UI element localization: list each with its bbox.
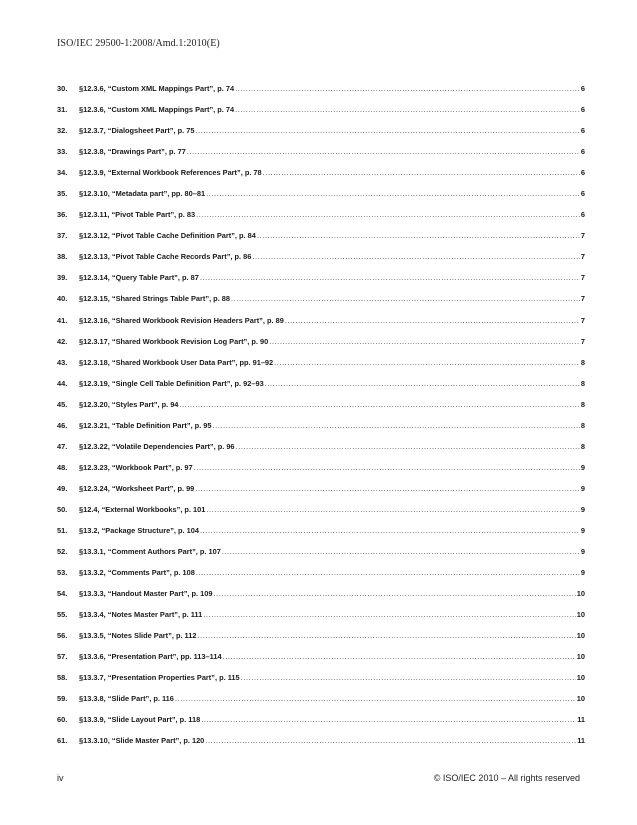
toc-entry[interactable] [57, 589, 585, 610]
toc-entry[interactable] [57, 463, 585, 484]
toc-entry-title: §12.3.13, “Pivot Table Cache Records Part”, p. 86 [79, 252, 252, 262]
toc-entry-page: 8 [580, 378, 585, 388]
table-of-contents [57, 84, 585, 758]
toc-dot-leader [265, 379, 580, 388]
toc-entry-page: 7 [580, 336, 585, 346]
toc-entry[interactable] [57, 547, 585, 568]
toc-entry[interactable] [57, 610, 585, 631]
toc-entry-number: 36. [57, 210, 68, 220]
toc-entry-page: 8 [580, 441, 585, 451]
toc-entry[interactable] [57, 421, 585, 442]
toc-entry-title: §12.3.16, “Shared Workbook Revision Headers Part”, p. 89 [79, 315, 284, 325]
toc-entry-title: §13.3.8, “Slide Part”, p. 116 [79, 694, 174, 704]
toc-entry-page: 11 [577, 736, 585, 746]
toc-entry-title: §12.3.18, “Shared Workbook User Data Part”, pp. 91–92 [79, 357, 274, 367]
toc-entry-number: 40. [57, 294, 68, 304]
toc-dot-leader [213, 421, 580, 430]
toc-entry-number: 57. [57, 652, 68, 662]
toc-entry-title: §13.3.1, “Comment Authors Part”, p. 107 [79, 547, 221, 557]
toc-dot-leader [263, 168, 580, 177]
document-header: ISO/IEC 29500-1:2008/Amd.1:2010(E) [57, 38, 220, 49]
toc-dot-leader [235, 105, 580, 114]
toc-entry-number: 56. [57, 631, 68, 641]
toc-entry-page: 9 [580, 525, 585, 535]
toc-entry-number: 46. [57, 420, 68, 430]
toc-entry-title: §12.3.12, “Pivot Table Cache Definition Part”, p. 84 [79, 231, 256, 241]
toc-entry-title: §12.3.20, “Styles Part”, p. 94 [79, 399, 179, 409]
toc-entry-title: §12.3.24, “Worksheet Part”, p. 99 [79, 483, 195, 493]
toc-entry-title: §13.3.4, “Notes Master Part”, p. 111 [79, 610, 203, 620]
toc-entry-number: 54. [57, 589, 68, 599]
toc-entry-page: 9 [580, 568, 585, 578]
toc-entry-page: 7 [580, 294, 585, 304]
toc-entry-title: §12.3.15, “Shared Strings Table Part”, p. 88 [79, 294, 231, 304]
toc-entry-title: §12.3.17, “Shared Workbook Revision Log Part”, p. 90 [79, 336, 269, 346]
toc-entry-title: §12.3.10, “Metadata part”, pp. 80–81 [79, 189, 206, 199]
toc-entry[interactable] [57, 673, 585, 694]
toc-dot-leader [196, 210, 580, 219]
toc-entry-title: §12.3.14, “Query Table Part”, p. 87 [79, 273, 199, 283]
toc-entry[interactable] [57, 568, 585, 589]
toc-entry-page: 8 [580, 399, 585, 409]
toc-entry-page: 6 [580, 126, 585, 136]
toc-dot-leader [223, 652, 576, 661]
toc-entry-page: 10 [576, 673, 585, 683]
toc-entry-number: 58. [57, 673, 68, 683]
toc-entry-title: §12.3.11, “Pivot Table Part”, p. 83 [79, 210, 196, 220]
toc-entry[interactable] [57, 231, 585, 252]
toc-dot-leader [203, 610, 576, 619]
toc-dot-leader [205, 736, 576, 745]
toc-entry[interactable] [57, 273, 585, 294]
toc-entry-title: §12.4, “External Workbooks”, p. 101 [79, 504, 206, 514]
toc-dot-leader [274, 358, 580, 367]
toc-entry-page: 6 [580, 210, 585, 220]
toc-dot-leader [206, 189, 580, 198]
toc-entry-page: 6 [580, 189, 585, 199]
toc-entry[interactable] [57, 252, 585, 273]
toc-entry-number: 39. [57, 273, 68, 283]
toc-dot-leader [235, 84, 580, 93]
toc-entry-title: §12.3.6, “Custom XML Mappings Part”, p. 74 [79, 105, 235, 115]
toc-entry-number: 52. [57, 547, 68, 557]
toc-entry-number: 43. [57, 357, 68, 367]
toc-entry[interactable] [57, 84, 585, 105]
toc-entry[interactable] [57, 147, 585, 168]
toc-entry-title: §12.3.8, “Drawings Part”, p. 77 [79, 147, 186, 157]
toc-entry-number: 35. [57, 189, 68, 199]
toc-dot-leader [195, 484, 580, 493]
toc-entry[interactable] [57, 715, 585, 736]
toc-dot-leader [200, 273, 580, 282]
toc-dot-leader [285, 316, 580, 325]
toc-entry-title: §12.3.6, “Custom XML Mappings Part”, p. 74 [79, 84, 235, 93]
toc-dot-leader [179, 400, 579, 409]
toc-entry-number: 59. [57, 694, 68, 704]
toc-dot-leader [187, 147, 580, 156]
toc-dot-leader [195, 126, 579, 135]
toc-entry-number: 49. [57, 483, 68, 493]
toc-entry-page: 9 [580, 547, 585, 557]
toc-dot-leader [257, 231, 580, 240]
toc-entry-title: §13.3.7, “Presentation Properties Part”, p. 115 [79, 673, 240, 683]
toc-entry-page: 10 [576, 694, 585, 704]
toc-entry-number: 61. [57, 736, 68, 746]
page-number: iv [57, 773, 64, 783]
toc-entry[interactable] [57, 189, 585, 210]
toc-entry[interactable] [57, 400, 585, 421]
toc-dot-leader [196, 568, 580, 577]
toc-entry-number: 37. [57, 231, 68, 241]
toc-dot-leader [200, 526, 580, 535]
toc-entry[interactable] [57, 105, 585, 126]
toc-entry[interactable] [57, 505, 585, 526]
toc-entry[interactable] [57, 694, 585, 715]
toc-entry-title: §12.3.22, “Volatile Dependencies Part”, p. 96 [79, 441, 235, 451]
toc-entry-number: 33. [57, 147, 68, 157]
copyright-notice: © ISO/IEC 2010 – All rights reserved [433, 773, 580, 783]
toc-dot-leader [269, 337, 580, 346]
toc-dot-leader [222, 547, 580, 556]
toc-entry-title: §13.3.6, “Presentation Part”, pp. 113–114 [79, 652, 222, 662]
toc-entry-page: 9 [580, 462, 585, 472]
toc-entry-page: 6 [580, 105, 585, 115]
toc-entry-title: §13.2, “Package Structure”, p. 104 [79, 525, 199, 535]
toc-entry-title: §12.3.23, “Workbook Part”, p. 97 [79, 462, 193, 472]
toc-dot-leader [201, 715, 576, 724]
toc-entry-page: 8 [580, 420, 585, 430]
toc-entry-page: 9 [580, 504, 585, 514]
toc-dot-leader [206, 505, 579, 514]
toc-entry-title: §12.3.19, “Single Cell Table Definition Part”, p. 92–93 [79, 378, 264, 388]
toc-entry-number: 45. [57, 399, 68, 409]
toc-entry-page: 7 [580, 315, 585, 325]
toc-entry[interactable] [57, 442, 585, 463]
toc-entry[interactable] [57, 484, 585, 505]
toc-entry-page: 10 [576, 589, 585, 599]
toc-entry[interactable] [57, 337, 585, 358]
toc-entry[interactable] [57, 358, 585, 379]
toc-entry-title: §13.3.9, “Slide Layout Part”, p. 118 [79, 715, 201, 725]
toc-entry-page: 11 [577, 715, 585, 725]
toc-entry[interactable] [57, 210, 585, 231]
toc-entry-page: 7 [580, 231, 585, 241]
toc-entry[interactable] [57, 379, 585, 400]
toc-dot-leader [231, 294, 580, 303]
toc-entry-page: 10 [576, 652, 585, 662]
toc-entry-page: 9 [580, 483, 585, 493]
toc-entry[interactable] [57, 316, 585, 337]
toc-entry-number: 51. [57, 525, 68, 535]
toc-entry-number: 30. [57, 84, 68, 93]
toc-entry-page: 6 [580, 84, 585, 93]
toc-dot-leader [194, 463, 580, 472]
toc-entry-page: 10 [576, 610, 585, 620]
toc-entry[interactable] [57, 526, 585, 547]
toc-entry-number: 32. [57, 126, 68, 136]
toc-entry[interactable] [57, 126, 585, 147]
toc-dot-leader [241, 673, 576, 682]
toc-entry-page: 7 [580, 252, 585, 262]
toc-entry-number: 60. [57, 715, 68, 725]
toc-entry[interactable] [57, 631, 585, 652]
toc-entry-number: 44. [57, 378, 68, 388]
toc-dot-leader [236, 442, 580, 451]
toc-entry[interactable] [57, 736, 585, 757]
toc-entry-number: 55. [57, 610, 68, 620]
toc-entry-number: 34. [57, 168, 68, 178]
toc-entry-page: 6 [580, 168, 585, 178]
toc-entry-title: §13.3.3, “Handout Master Part”, p. 109 [79, 589, 213, 599]
toc-entry-number: 48. [57, 462, 68, 472]
toc-entry-number: 31. [57, 105, 68, 115]
toc-entry-number: 41. [57, 315, 68, 325]
toc-entry-number: 50. [57, 504, 68, 514]
toc-entry[interactable] [57, 168, 585, 189]
toc-dot-leader [175, 694, 576, 703]
toc-entry-title: §13.3.5, “Notes Slide Part”, p. 112 [79, 631, 197, 641]
toc-entry-title: §12.3.9, “External Workbook References Part”, p. 78 [79, 168, 262, 178]
toc-entry-number: 38. [57, 252, 68, 262]
toc-entry-number: 42. [57, 336, 68, 346]
toc-entry-title: §12.3.7, “Dialogsheet Part”, p. 75 [79, 126, 195, 136]
toc-entry-page: 10 [576, 631, 585, 641]
toc-dot-leader [198, 631, 576, 640]
toc-entry-page: 7 [580, 273, 585, 283]
toc-entry-number: 53. [57, 568, 68, 578]
toc-entry-title: §13.3.10, “Slide Master Part”, p. 120 [79, 736, 205, 746]
toc-entry[interactable] [57, 294, 585, 315]
toc-entry-title: §13.3.2, “Comments Part”, p. 108 [79, 568, 195, 578]
toc-entry-number: 47. [57, 441, 68, 451]
toc-dot-leader [252, 252, 579, 261]
toc-entry[interactable] [57, 652, 585, 673]
toc-dot-leader [214, 589, 576, 598]
toc-entry-page: 8 [580, 357, 585, 367]
toc-entry-page: 6 [580, 147, 585, 157]
toc-entry-title: §12.3.21, “Table Definition Part”, p. 95 [79, 420, 212, 430]
